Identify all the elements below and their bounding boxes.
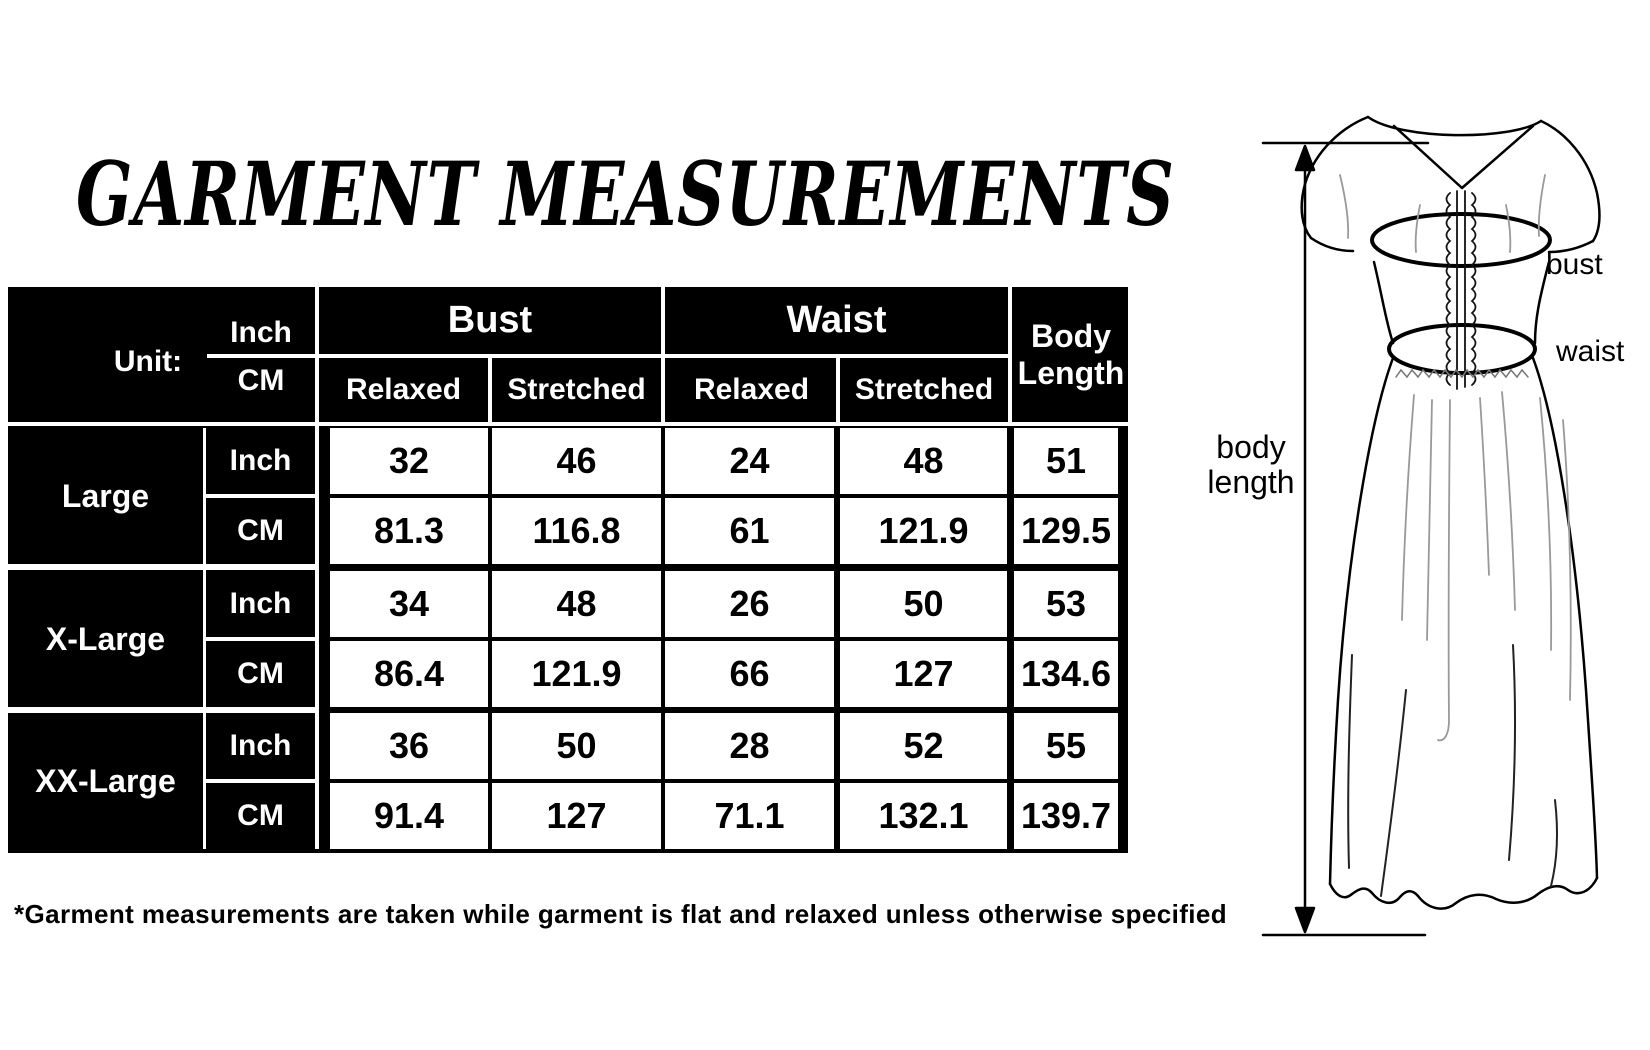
row-unit-label: Inch — [229, 444, 292, 477]
table-cell: 71.1 — [665, 783, 834, 849]
waist-bodylength-divider-line — [1008, 287, 1012, 422]
header-divider-line — [207, 354, 1011, 358]
table-cell: 61 — [665, 498, 834, 564]
table-cell: 86.4 — [330, 641, 488, 707]
table-cell: 134.6 — [1014, 641, 1118, 707]
table-cell: 53 — [1014, 571, 1118, 637]
table-cell: 50 — [492, 713, 661, 779]
table-cell: 46 — [492, 428, 661, 494]
table-cell: 81.3 — [330, 498, 488, 564]
bust-column-header: Bust — [447, 299, 533, 341]
table-cell: 24 — [665, 428, 834, 494]
table-cell: 121.9 — [492, 641, 661, 707]
row-unit-label: CM — [237, 799, 284, 832]
table-cell: 52 — [840, 713, 1007, 779]
waist-stretched-header: Stretched — [854, 373, 994, 406]
table-cell: 55 — [1014, 713, 1118, 779]
bust-sub-divider-line — [488, 358, 492, 422]
table-cell: 26 — [665, 571, 834, 637]
table-cell: 32 — [330, 428, 488, 494]
table-cell: 91.4 — [330, 783, 488, 849]
table-cell: 48 — [840, 428, 1007, 494]
bust-measure-ellipse — [1372, 214, 1550, 266]
waist-label: waist — [1556, 335, 1625, 368]
table-cell: 51 — [1014, 428, 1118, 494]
page-title: GARMENT MEASUREMENTS — [76, 142, 1175, 246]
row-unit-label: CM — [237, 657, 284, 690]
back-ruffle-placket — [1447, 191, 1476, 389]
fabric-fold-lines-light — [1340, 175, 1571, 740]
bust-label: bust — [1546, 248, 1603, 281]
waist-sub-divider-line — [836, 358, 840, 422]
bust-waist-divider-line — [661, 287, 665, 422]
row-unit-label: Inch — [229, 587, 292, 620]
fabric-fold-lines-dark — [1348, 645, 1557, 896]
bust-stretched-header: Stretched — [507, 373, 646, 406]
group-separator-line — [8, 707, 315, 713]
unit-cm-header: CM — [237, 364, 285, 397]
waist-relaxed-header: Relaxed — [693, 373, 810, 406]
size-label-x-large: X-Large — [45, 620, 166, 657]
table-cell: 116.8 — [492, 498, 661, 564]
header-bottom-line — [8, 422, 1128, 426]
inch-cm-separator-line — [206, 637, 315, 641]
bust-relaxed-header: Relaxed — [345, 373, 462, 406]
table-cell: 121.9 — [840, 498, 1007, 564]
table-cell: 28 — [665, 713, 834, 779]
table-cell: 139.7 — [1014, 783, 1118, 849]
body-length-column-header: Body Length — [1017, 317, 1125, 391]
table-cell: 127 — [492, 783, 661, 849]
waist-measure-ellipse — [1389, 325, 1535, 373]
table-cell: 127 — [840, 641, 1007, 707]
unit-inch-header: Inch — [230, 316, 292, 349]
table-cell: 36 — [330, 713, 488, 779]
row-unit-label: CM — [237, 514, 284, 547]
size-label-large: Large — [61, 477, 150, 514]
dress-outline — [1302, 117, 1600, 909]
dress-illustration — [1130, 80, 1650, 960]
table-cell: 48 — [492, 571, 661, 637]
table-cell: 129.5 — [1014, 498, 1118, 564]
table-cell: 66 — [665, 641, 834, 707]
waist-column-header: Waist — [786, 299, 887, 341]
unit-header-label: Unit: — [113, 345, 183, 378]
inch-cm-separator-line — [206, 494, 315, 498]
inch-cm-separator-line — [206, 779, 315, 783]
table-cell: 34 — [330, 571, 488, 637]
unit-column-right-line — [315, 287, 319, 849]
row-unit-label: Inch — [229, 729, 292, 762]
table-cell: 132.1 — [840, 783, 1007, 849]
footnote-text: *Garment measurements are taken while garment is flat and relaxed unless otherwise specified — [14, 899, 1228, 929]
size-label-xx-large: XX-Large — [35, 762, 176, 799]
table-cell: 50 — [840, 571, 1007, 637]
body-length-label: body length — [1207, 429, 1295, 501]
group-separator-line — [8, 564, 315, 570]
